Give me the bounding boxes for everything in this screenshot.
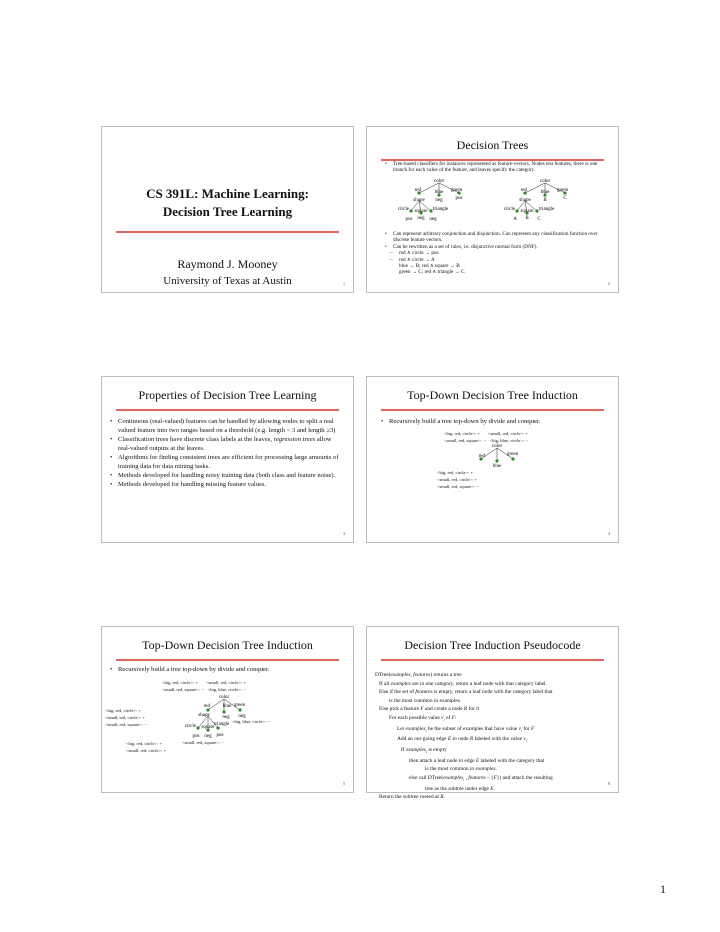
rule: green → C; red ∧ triangle → C — [399, 269, 465, 276]
red-subset — [105, 707, 147, 728]
node-label: shape — [413, 198, 425, 203]
edge-label: green — [234, 703, 246, 708]
code-line: tree as the subtree under edge E. — [425, 785, 495, 792]
example: <small, red, circle>: + — [105, 715, 145, 720]
bullet: • Recursively build a tree top-down by divide and conquer. — [110, 665, 343, 674]
bullet: • Can be rewritten as a set of rules, i.e. disjunctive normal form (DNF). — [385, 244, 608, 250]
code-line: then attach a leaf node to edge E labeled with the category that — [409, 757, 545, 764]
tree-diagram-left — [399, 179, 479, 227]
slide-3 — [101, 376, 354, 543]
node-label: color — [539, 179, 551, 184]
bullet: • Recursively build a tree top-down by divide and conquer. — [381, 417, 608, 426]
edge-label: green — [507, 452, 519, 457]
divider — [116, 409, 339, 411]
slide-title: Top-Down Decision Tree Induction — [407, 388, 578, 402]
example: <small, red, circle>: + — [126, 748, 166, 753]
bullet-list — [385, 231, 608, 276]
bullet-list — [385, 161, 608, 174]
bullet: • Tree-based classifiers for instances represented as feature-vectors. Nodes test features, there is one branch for each value of the feature, and leaves specify the category. — [385, 161, 608, 174]
leaf-label: pos — [216, 733, 224, 738]
node-label: shape — [519, 198, 531, 203]
leaf-label: A — [513, 217, 517, 222]
leaf-label: neg — [435, 198, 443, 203]
rule: – red ∧ circle → pos — [385, 250, 608, 256]
pseudocode — [375, 671, 614, 802]
slide-number: 5 — [343, 781, 345, 786]
leaf-label: neg — [238, 714, 246, 719]
edge-label: square — [414, 209, 428, 214]
slide-2 — [366, 126, 619, 293]
bullet: • Methods developed for handling missing feature values. — [110, 480, 345, 489]
code-line: is the most common in examples. — [389, 697, 462, 704]
slide-title: Properties of Decision Tree Learning — [138, 388, 317, 402]
example: <small, red, square>: − — [105, 722, 147, 727]
code-line: If examples$_i$ is empty — [401, 746, 447, 755]
bullet — [110, 435, 345, 453]
edge-label: blue — [540, 190, 550, 195]
edge-label: green — [451, 188, 463, 193]
slide-1 — [101, 126, 354, 293]
code-line: DTree(examples, features) returns a tree — [375, 672, 462, 678]
divider — [116, 659, 339, 661]
node-label: color — [433, 179, 445, 184]
example: <small, red, square>: − — [437, 484, 479, 489]
edge-label: triangle — [433, 207, 449, 212]
title-line-1: CS 391L: Machine Learning: — [146, 186, 309, 201]
edge-label: triangle — [214, 722, 230, 727]
example-set — [162, 679, 246, 693]
bullet-list — [381, 417, 608, 426]
leaf-label: neg — [429, 217, 437, 222]
leaf-label: C — [563, 196, 567, 201]
node-label: shape — [198, 713, 210, 718]
title-line-2: Decision Tree Learning — [162, 204, 293, 219]
example: <small, red, square>: − — [444, 438, 486, 443]
slide-title: Decision Trees — [456, 138, 529, 152]
example: <big, red, circle>: + — [105, 708, 141, 713]
bullet-text: Classification trees have discrete class labels at the leaves, — [118, 436, 274, 443]
edge-label: blue — [492, 464, 502, 469]
bullet: • Algorithms for finding consistent trees are efficient for processing large amounts of training data for data mining tasks. — [110, 453, 345, 471]
example-subset — [437, 469, 479, 490]
divider — [116, 231, 339, 233]
bullet: • Continuous (real-valued) features can be handled by allowing nodes to split a real valued feature into two ranges based on a threshold (e.g. length < 3 and length ≥3) — [110, 417, 345, 435]
bullet: • Can represent arbitrary conjunction and disjunction. Can represent any classification function over discrete feature vectors. — [385, 231, 608, 244]
divider — [381, 409, 604, 411]
rule: – red ∧ circle → A — [385, 257, 608, 263]
affiliation: University of Texas at Austin — [163, 275, 292, 287]
leaf-label: neg — [417, 216, 425, 221]
leaf-label: neg — [222, 715, 230, 720]
edge-label: green — [557, 188, 569, 193]
example: <big, red, circle>: + — [162, 680, 198, 685]
example: <big, red, circle>: + — [437, 470, 473, 475]
code-line: Else if the set of features is empty, return a leaf node with the category label that — [379, 689, 553, 696]
edge-label: circle — [184, 724, 196, 729]
example: <small, red, circle>: + — [205, 680, 246, 685]
code-line: For each possible value $v_i$ of F: — [389, 714, 457, 723]
example: <big, red, circle>: + — [444, 431, 480, 436]
code-line: Let examples$_i$ be the subset of examples that have value $v_i$ for F — [397, 725, 535, 733]
code-line: Add an out-going edge E to node R labeled with the value $v_i$. — [397, 736, 529, 744]
code-line: Else pick a feature F and create a node R for it — [379, 706, 480, 713]
slide-6 — [366, 626, 619, 801]
emphasis: regression trees — [273, 436, 316, 443]
node-label: color — [218, 695, 230, 700]
edge-label: blue — [222, 704, 232, 709]
bullet: • Methods developed for handling noisy training data (both class and feature noise). — [110, 471, 345, 480]
leaf-label: neg — [204, 734, 212, 739]
leaf-label: pos — [455, 196, 463, 201]
edge-label: red — [203, 704, 210, 709]
bullet-list — [110, 665, 343, 674]
bullet-list — [110, 417, 345, 489]
code-line: else call DTree(examples$_i$ , features – {F}) and attach the resulting — [409, 774, 553, 782]
edge-label: circle — [397, 207, 409, 212]
bullet-text: allow real-valued outputs at the leaves. — [118, 436, 332, 452]
slide-number: 3 — [343, 531, 345, 536]
example: <big, blue, circle>: − — [489, 438, 528, 443]
page-number: 1 — [660, 882, 666, 896]
edge-label: square — [201, 725, 215, 730]
slide-number: 2 — [608, 281, 610, 286]
author: Raymond J. Mooney — [177, 257, 278, 271]
square-example: <small, red, square>: − — [182, 740, 224, 745]
edge-label: red — [478, 454, 485, 459]
code-line: Return the subtree rooted at R. — [379, 794, 445, 801]
blue-example: <big, blue, circle>: − — [232, 719, 270, 724]
slide-4 — [366, 376, 619, 543]
edge-label: red — [414, 188, 421, 193]
example: <small, red, circle>: + — [437, 477, 477, 482]
slide-title: Decision Tree Induction Pseudocode — [404, 638, 581, 652]
edge-label: circle — [503, 207, 515, 212]
slide-number: 4 — [608, 531, 610, 536]
leaf-label: B — [543, 198, 547, 203]
tree-diagram-right — [505, 179, 585, 227]
edge-label: triangle — [539, 207, 555, 212]
example-set — [444, 430, 528, 444]
edge-label: square — [520, 209, 534, 214]
rule: blue → B; red ∧ square → B — [399, 263, 460, 270]
example: <big, blue, circle>: − — [207, 687, 246, 692]
example: <small, red, circle>: + — [487, 431, 528, 436]
code-line: If all examples are in one category, return a leaf node with that category label. — [379, 680, 547, 687]
slide-number: 6 — [608, 781, 610, 786]
leaf-label: B — [525, 216, 529, 221]
slide-title — [102, 185, 353, 221]
edge-label: blue — [434, 190, 444, 195]
node-label: color — [491, 444, 503, 449]
leaf-label: C — [537, 217, 541, 222]
circle-subset — [126, 740, 166, 754]
divider — [381, 659, 604, 661]
code-line: is the most common in examples. — [425, 766, 497, 773]
leaf-label: pos — [405, 217, 413, 222]
edge-label: red — [520, 188, 527, 193]
slide-5 — [101, 626, 354, 793]
slide-title: Top-Down Decision Tree Induction — [142, 638, 313, 652]
slide-number: 1 — [343, 281, 345, 286]
example: <big, red, circle>: + — [126, 741, 162, 746]
leaf-label: pos — [192, 734, 200, 739]
example: <small, red, square>: − — [162, 687, 204, 692]
